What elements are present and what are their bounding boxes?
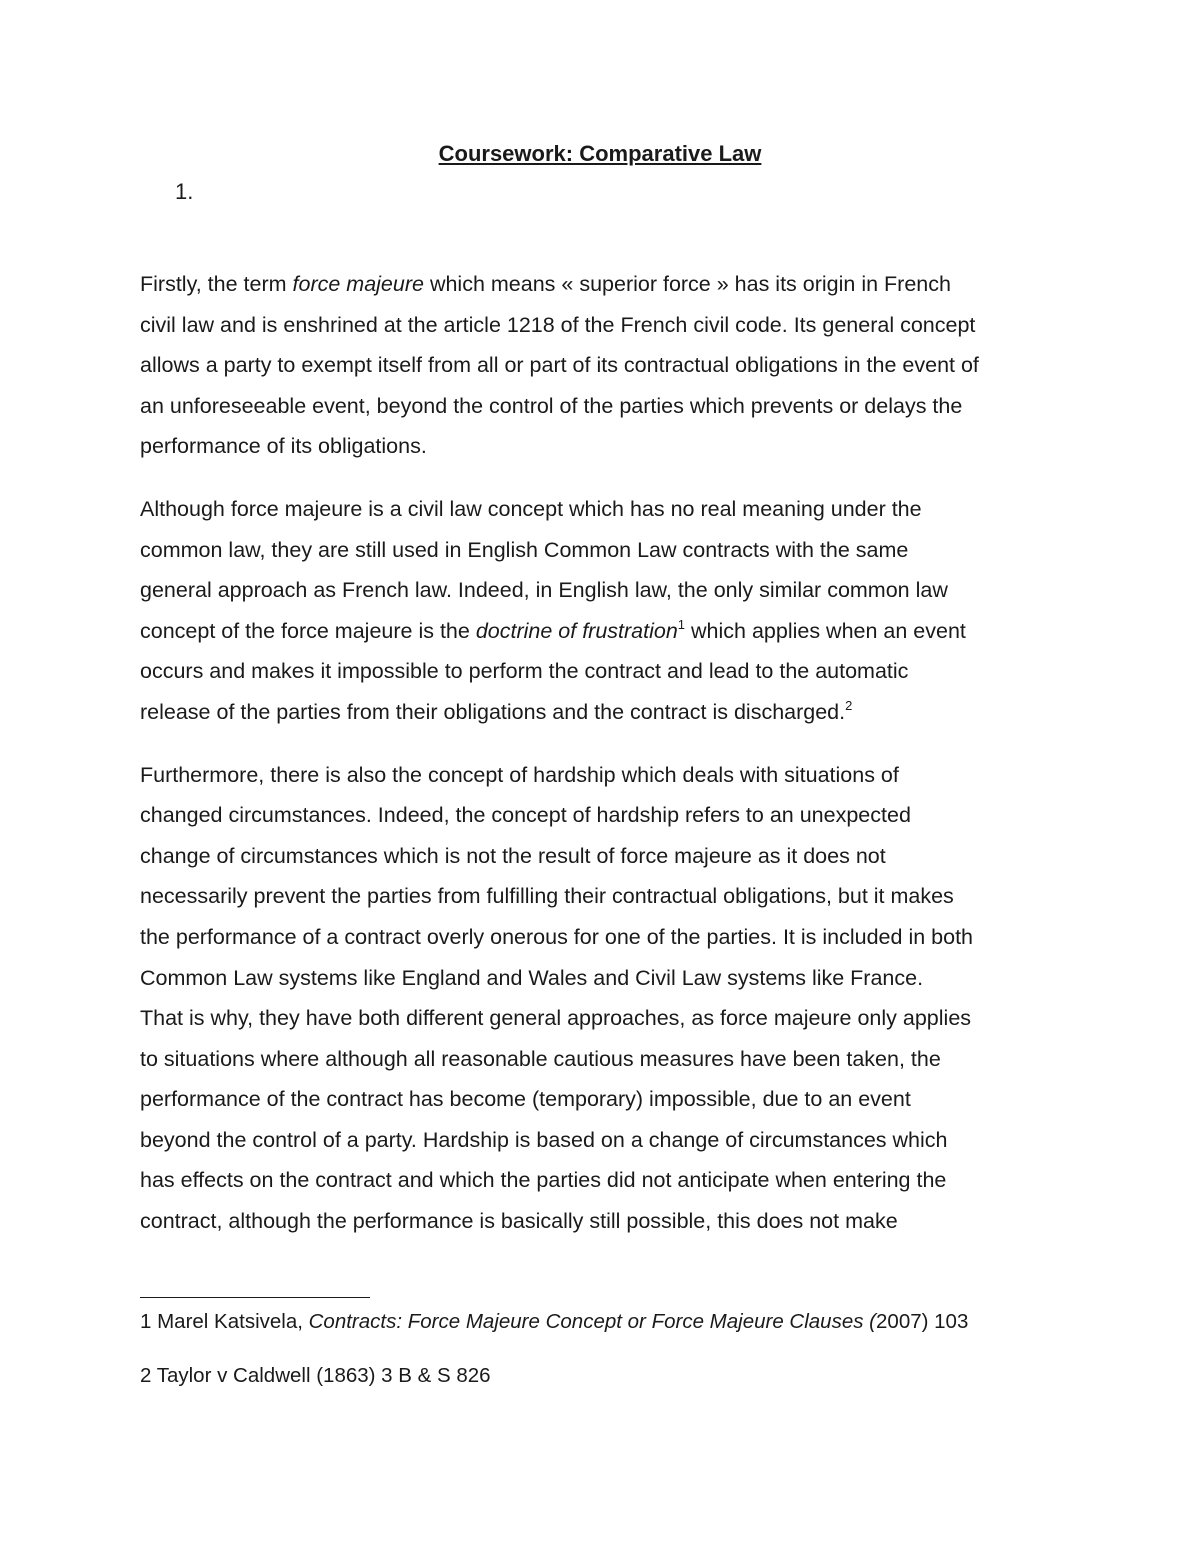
text-run: which applies when an event xyxy=(685,618,966,643)
text-line xyxy=(140,426,1070,467)
question-number: 1. xyxy=(175,179,194,204)
text-run: changed circumstances. Indeed, the concept of hardship refers to an unexpected xyxy=(140,803,911,828)
italic-text: Contracts: Force Majeure Concept or Force Majeure Clauses ( xyxy=(308,1310,877,1333)
text-run: has effects on the contract and which the parties did not anticipate when entering the xyxy=(140,1168,947,1193)
text-run: general approach as French law. Indeed, in English law, the only similar common law xyxy=(140,578,948,603)
body-text xyxy=(140,264,1070,1242)
text-line xyxy=(140,530,1070,571)
footnote-1 xyxy=(140,1308,968,1336)
text-run: an unforeseeable event, beyond the control of the parties which prevents or delays the xyxy=(140,393,963,418)
text-run: beyond the control of a party. Hardship is based on a change of circumstances which xyxy=(140,1127,948,1152)
paragraph xyxy=(140,489,1070,733)
text-run: Although force majeure is a civil law concept which has no real meaning under the xyxy=(140,496,922,521)
text-line xyxy=(140,1160,1070,1201)
text-run: That is why, they have both different general approaches, as force majeure only applies xyxy=(140,1006,972,1031)
text-run: which means « superior force » has its origin in French xyxy=(423,272,951,296)
text-run: 2007) 103 xyxy=(876,1310,969,1333)
text-run: change of circumstances which is not the result of force majeure as it does not xyxy=(140,843,886,868)
text-line xyxy=(140,386,1070,427)
footnote-reference: 1 xyxy=(677,616,686,632)
text-run: Common Law systems like England and Wales and Civil Law systems like France. xyxy=(140,965,924,990)
text-line xyxy=(140,1201,1070,1242)
footnote-separator xyxy=(140,1297,370,1298)
text-line xyxy=(140,1120,1070,1161)
text-run: the performance of a contract overly onerous for one of the parties. It is included in both xyxy=(140,924,973,949)
text-line xyxy=(140,651,1070,692)
text-line xyxy=(140,345,1070,386)
text-line xyxy=(140,264,1070,305)
text-line xyxy=(140,1039,1070,1080)
text-run: civil law and is enshrined at the article 1218 of the French civil code. Its general concept xyxy=(140,312,976,337)
text-run: to situations where although all reasonable cautious measures have been taken, the xyxy=(140,1046,941,1071)
paragraph xyxy=(140,264,1070,467)
document-title: Coursework: Comparative Law xyxy=(438,141,762,166)
text-run: release of the parties from their obligations and the contract is discharged. xyxy=(140,699,846,724)
text-line xyxy=(140,795,1070,836)
text-line xyxy=(140,692,1070,733)
text-line xyxy=(140,876,1070,917)
text-run: performance of its obligations. xyxy=(140,434,427,459)
text-run: necessarily prevent the parties from fulfilling their contractual obligations, but it makes xyxy=(140,884,954,909)
text-run: allows a party to exempt itself from all or part of its contractual obligations in the event of xyxy=(140,353,979,378)
text-run: common law, they are still used in English Common Law contracts with the same xyxy=(140,537,909,562)
text-line xyxy=(140,1079,1070,1120)
text-run: 1 Marel Katsivela, xyxy=(140,1310,309,1333)
italic-text: doctrine of frustration xyxy=(475,618,678,643)
text-line xyxy=(140,836,1070,877)
text-run: occurs and makes it impossible to perform the contract and lead to the automatic xyxy=(140,659,909,684)
footnote-2 xyxy=(140,1362,491,1390)
paragraph xyxy=(140,755,1070,1242)
text-run: Furthermore, there is also the concept of hardship which deals with situations of xyxy=(140,762,899,787)
text-line xyxy=(140,755,1070,796)
italic-text: force majeure xyxy=(292,272,424,296)
text-line xyxy=(140,305,1070,346)
text-line xyxy=(140,489,1070,530)
text-line xyxy=(140,611,1070,652)
text-run: 2 Taylor v Caldwell (1863) 3 B & S 826 xyxy=(140,1364,491,1387)
text-run: concept of the force majeure is the xyxy=(140,618,476,643)
text-run: performance of the contract has become (temporary) impossible, due to an event xyxy=(140,1087,911,1112)
text-run: Firstly, the term xyxy=(140,272,293,296)
text-line xyxy=(140,958,1070,999)
text-line xyxy=(140,570,1070,611)
text-run: contract, although the performance is basically still possible, this does not make xyxy=(140,1209,898,1234)
text-line xyxy=(140,917,1070,958)
text-line xyxy=(140,998,1070,1039)
footnote-reference: 2 xyxy=(845,697,853,713)
